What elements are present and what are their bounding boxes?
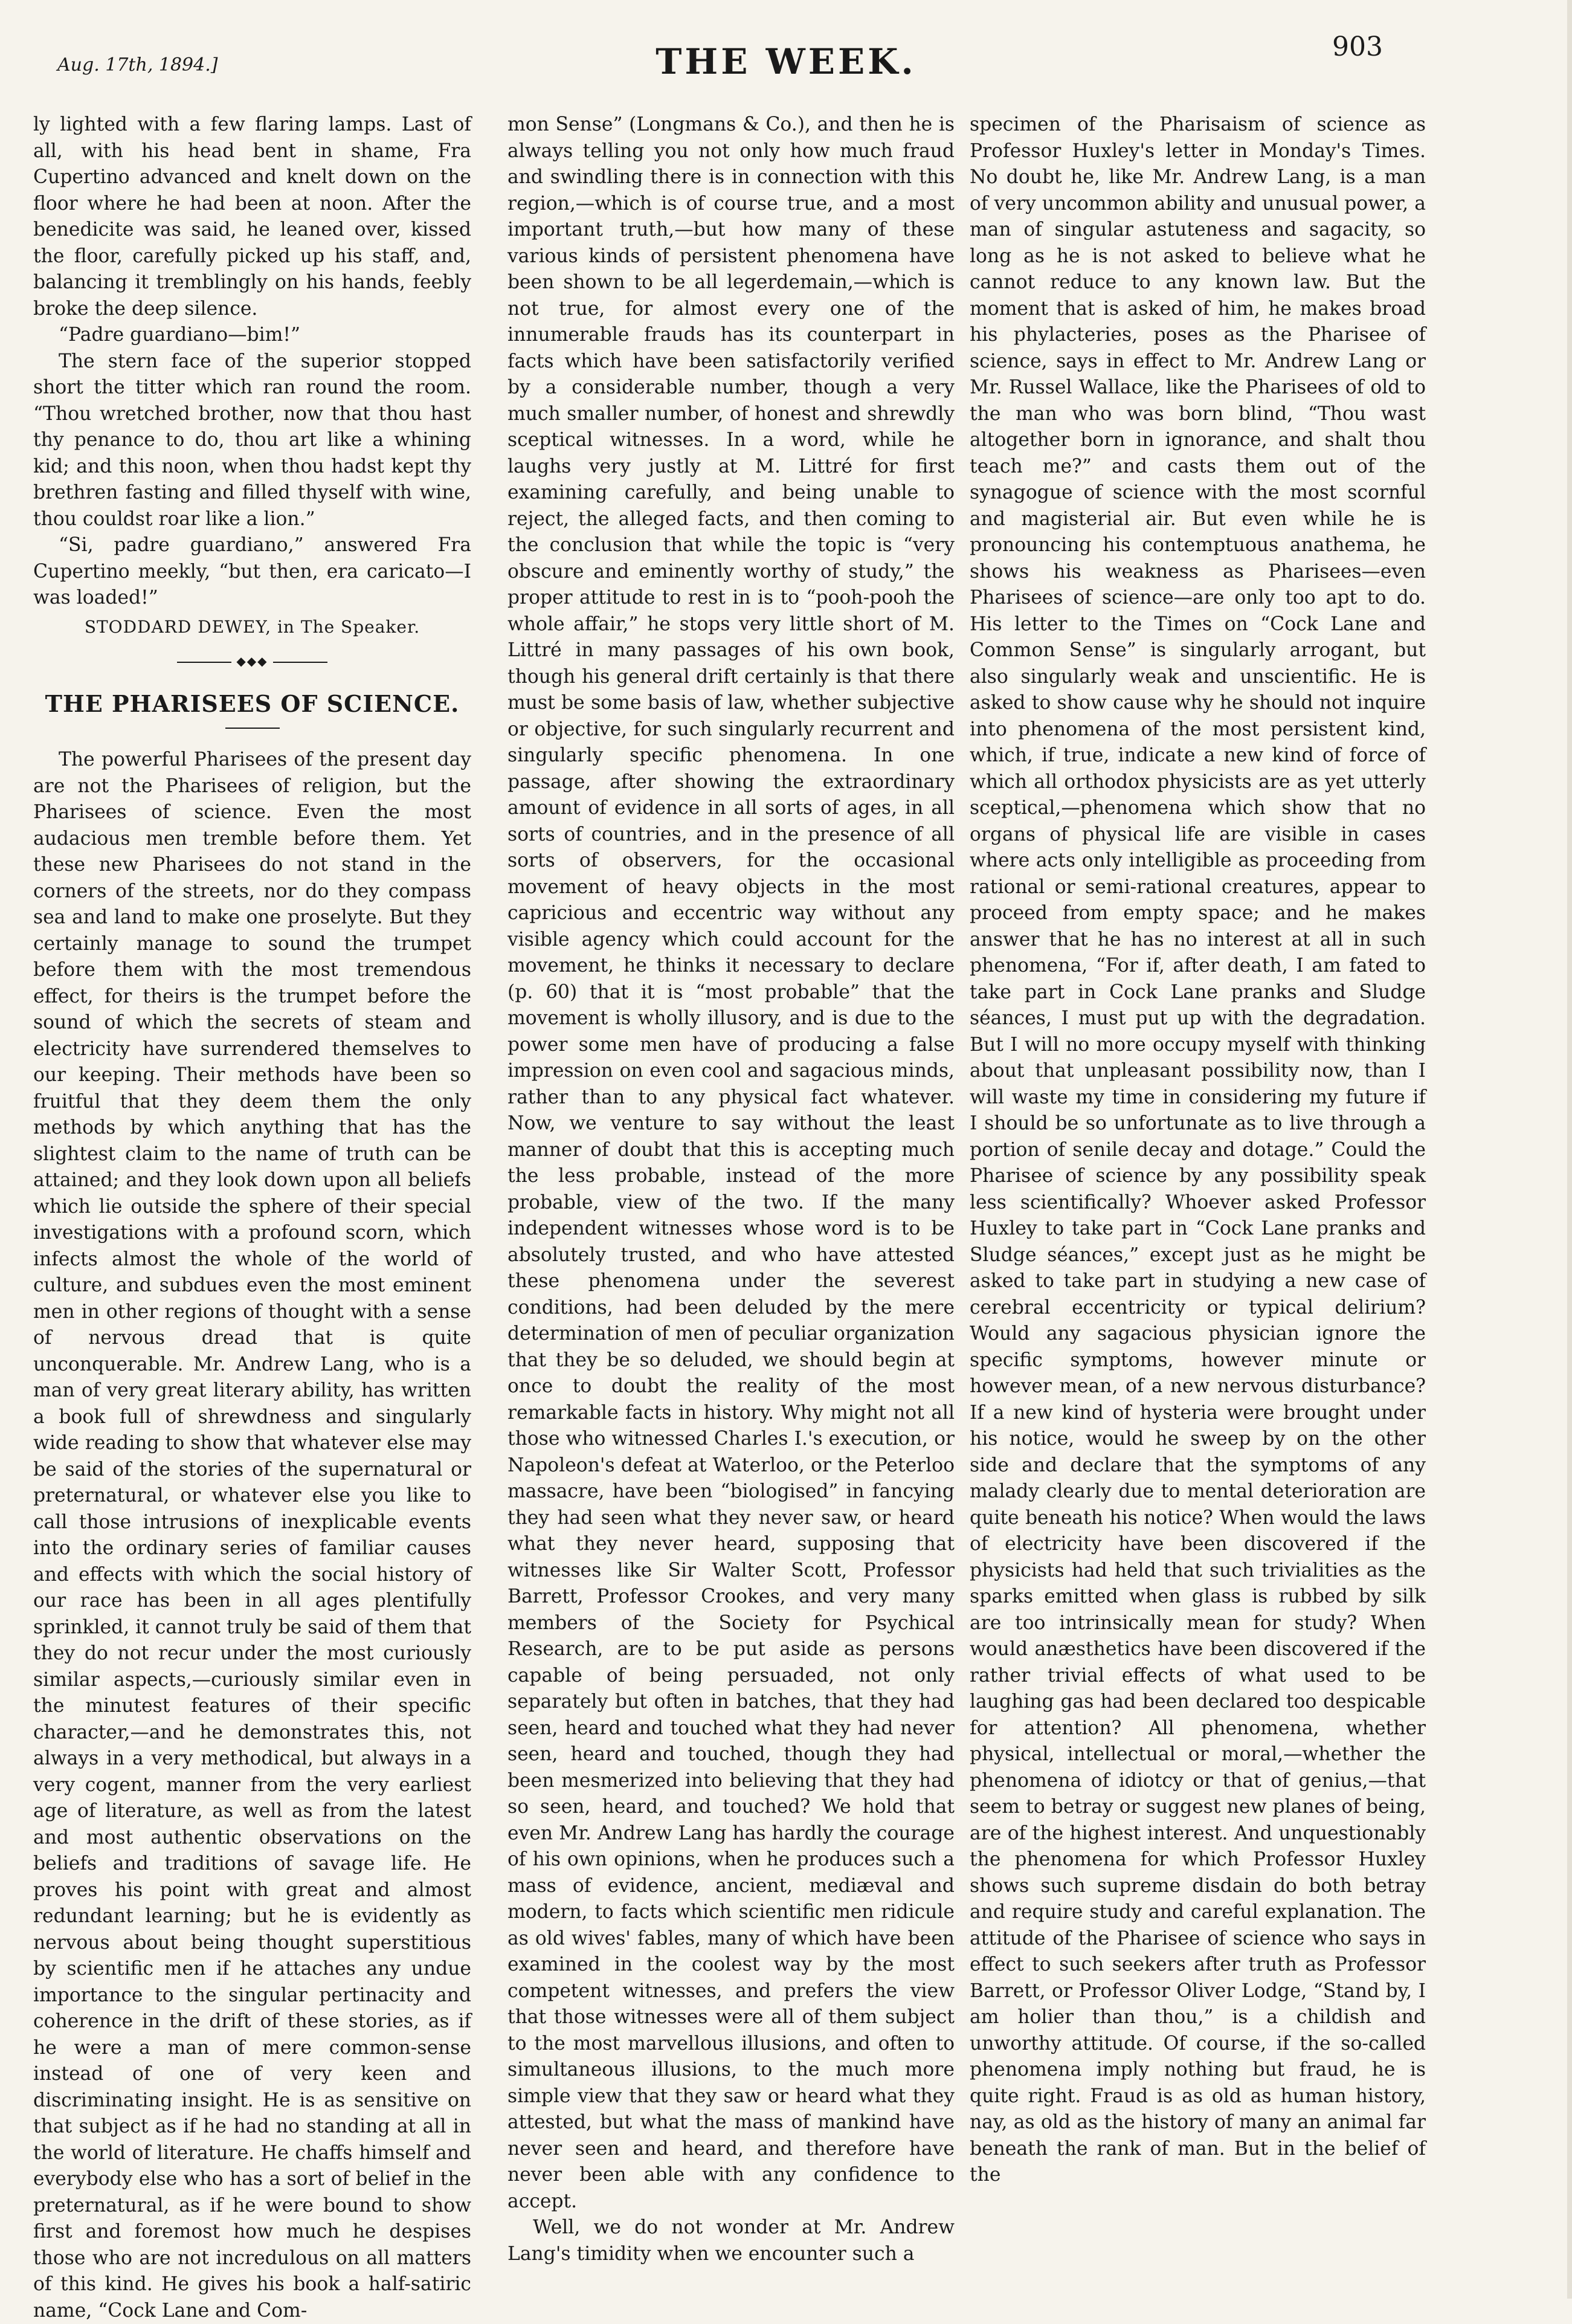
story-signature: STODDARD DEWEY, in The Speaker. bbox=[84, 616, 420, 637]
page-number: 903 bbox=[1332, 31, 1383, 62]
column-middle bbox=[507, 112, 955, 2267]
ornament-rule bbox=[177, 662, 231, 663]
article-paragraph: mon Sense” (Longmans & Co.), and then he is always telling you not only how much fraud and swindling there is in connection with this region,—which is of course true, and a most important truth,—but how many of these various kinds of persistent phenomena have been shown to be all legerdemain,—which is not true, for almost every one of the innumerable frauds has its counterpart in facts which have been satisfactorily verified by a considerable number, though a very much smaller number, of honest and shrewdly sceptical witnesses. In a word, while he laughs very justly at M. Littré for first examining carefully, and being unable to reject, the alleged facts, and then coming to the conclusion that while the topic is “very obscure and eminently worthy of study,” the proper attitude to rest in is to “pooh-pooh the whole affair,” he stops very little short of M. Littré in many passages of his own book, though his general drift certainly is that there must be some basis of law, whether subjective or objective, for such singularly recurrent and singularly specific phenomena. In one passage, after showing the extraordinary amount of evidence in all sorts of ages, in all sorts of countries, and in the presence of all sorts of observers, for the occasional movement of heavy objects in the most capricious and eccentric way without any visible agency which could account for the movement, he thinks it necessary to declare (p. 60) that it is “most probable” that the movement is wholly illusory, and is due to the power some men have of producing a false impression on even cool and sagacious minds, rather than to any physical fact whatever. Now, we venture to say without the least manner of doubt that this is accepting much the less probable, instead of the more probable, view of the two. If the many independent witnesses whose word is to be absolutely trusted, and who have attested these phenomena under the severest conditions, had been deluded by the mere determination of men of peculiar organization that they be so deluded, we should begin at once to doubt the reality of the most remarkable facts in history. Why might not all those who witnessed Charles I.'s execution, or Napoleon's defeat at Waterloo, or the Peterloo massacre, have been “biologised” in fancying they had seen what they never saw, or heard what they never heard, supposing that witnesses like Sir Walter Scott, Professor Barrett, Professor Crookes, and very many members of the Society for Psychical Research, are to be put aside as persons capable of being persuaded, not only separately but often in batches, that they had seen, heard and touched what they had never seen, heard and touched, though they had been mesmerized into believing that they had so seen, heard, and touched? We hold that even Mr. Andrew Lang has hardly the courage of his own opinions, when he produces such a mass of evidence, ancient, mediæval and modern, to facts which scientific men ridicule as old wives' fables, many of which have been examined in the coolest way by the most competent witnesses, and prefers the view that those witnesses were all of them subject to the most marvellous illusions, and often to simultaneous illusions, to the much more simple view that they saw or heard what they attested, but what the mass of mankind have never seen and heard, and therefore have never been able with any confidence to accept. bbox=[507, 114, 955, 2212]
page-header bbox=[0, 0, 1572, 91]
masthead-title: THE WEEK. bbox=[656, 41, 916, 82]
section-ornament bbox=[33, 648, 471, 675]
article-title: THE PHARISEES OF SCIENCE. bbox=[45, 689, 460, 717]
article-paragraph: The powerful Pharisees of the present day are not the Pharisees of religion, but the Pharisees of science. Even the most audacious men tremble before them. Yet these new Pharisees do not stand in the corners of the streets, nor do they compass sea and land to make one proselyte. But they certainly manage to sound the trumpet before them with the most tremendous effect, for theirs is the trumpet before the sound of which the secrets of steam and electricity have surrendered themselves to our keeping. Their methods have been so fruitful that they deem them the only methods by which anything that has the slightest claim to the name of truth can be attained; and they look down upon all beliefs which lie outside the sphere of their special investigations with a profound scorn, which infects almost the whole of the world of culture, and subdues even the most eminent men in other regions of thought with a sense of nervous dread that is quite unconquerable. Mr. Andrew Lang, who is a man of very great literary ability, has written a book full of shrewdness and singularly wide reading to show that whatever else may be said of the stories of the supernatural or preternatural, or whatever else you like to call those intrusions of inexplicable events into the ordinary series of familiar causes and effects with which the social history of our race has been in all ages plentifully sprinkled, it cannot truly be said of them that they do not recur under the most curiously similar aspects,—curiously similar even in the minutest features of their specific character,—and he demonstrates this, not always in a very methodical, but always in a very cogent, manner from the very earliest age of literature, as well as from the latest and most authentic observations on the beliefs and traditions of savage life. He proves his point with great and almost redundant learning; but he is evidently as nervous about being thought superstitious by scientific men if he attaches any undue importance to the singular pertinacity and coherence in the drift of these stories, as if he were a man of mere common-sense instead of one of very keen and discriminating insight. He is as sensitive on that subject as if he had no standing at all in the world of literature. He chaffs himself and everybody else who has a sort of belief in the preternatural, as if he were bound to show first and foremost how much he despises those who are not incredulous on all matters of this kind. He gives his book a half-satiric name, “Cock Lane and Com- bbox=[33, 749, 471, 2322]
column-right bbox=[970, 112, 1426, 2189]
ornament-glyph: ◆◆◆ bbox=[236, 654, 268, 668]
page-edge bbox=[1567, 0, 1572, 2299]
article-paragraph: specimen of the Pharisaism of science as Professor Huxley's letter in Monday's Times. No doubt he, like Mr. Andrew Lang, is a man of very uncommon ability and unusual power, a man of singular astuteness and sagacity, so long as he is not asked to believe what he cannot reduce to any known law. But the moment that is asked of him, he makes broad his phylacteries, poses as the Pharisee of science, says in effect to Mr. Andrew Lang or Mr. Russel Wallace, like the Pharisees of old to the man who was born blind, “Thou wast altogether born in ignorance, and shalt thou teach me?” and casts them out of the synagogue of science with the most scornful and magisterial air. But even while he is pronouncing his contemptuous anathema, he shows his weakness as Pharisees—even Pharisees of science—are only too apt to do. His letter to the Times on “Cock Lane and Common Sense” is singularly arrogant, but also singularly weak and unscientific. He is asked to show cause why he should not inquire into phenomena of the most persistent kind, which, if true, indicate a new kind of force of which all orthodox physicists are as yet utterly sceptical,—phenomena which show that no organs of physical life are visible in cases where acts only intelligible as proceeding from rational or semi-rational creatures, appear to proceed from empty space; and he makes answer that he has no interest at all in such phenomena, “For if, after death, I am fated to take part in Cock Lane pranks and Sludge séances, I must put up with the degradation. But I will no more occupy myself with thinking about that unpleasant possibility now, than I will waste my time in considering my future if I should be so unfortunate as to live through a portion of senile decay and dotage.” Could the Pharisee of science by any possibility speak less scientifically? Whoever asked Professor Huxley to take part in “Cock Lane pranks and Sludge séances,” except just as he might be asked to take part in studying a new case of cerebral eccentricity or typical delirium? Would any sagacious physician ignore the specific symptoms, however minute or however mean, of a new nervous disturbance? If a new kind of hysteria were brought under his notice, would he sweep by on the other side and declare that the symptoms of any malady clearly due to mental deterioration are quite beneath his notice? When would the laws of electricity have been discovered if the physicists had held that such trivialities as the sparks emitted when glass is rubbed by silk are too intrinsically mean for study? When would anæsthetics have been discovered if the rather trivial effects of what used to be laughing gas had been declared too despicable for attention? All phenomena, whether physical, intellectual or moral,—whether the phenomena of idiotcy or that of genius,—that seem to betray or suggest new planes of being, are of the highest interest. And unquestionably the phenomena for which Professor Huxley shows such supreme disdain do both betray and require study and careful explanation. The attitude of the Pharisee of science who says in effect to such seekers after truth as Professor Barrett, or Professor Oliver Lodge, “Stand by, I am holier than thou,” is a childish and unworthy attitude. Of course, if the so-called phenomena imply nothing but fraud, he is quite right. Fraud is as old as human history, nay, as old as the history of many an animal far beneath the rank of man. But in the belief of the bbox=[970, 114, 1426, 2186]
ornament-rule bbox=[273, 662, 327, 663]
title-rule bbox=[225, 728, 280, 729]
story-paragraph: ly lighted with a few flaring lamps. Last of all, with his head bent in shame, Fra Cupertino advanced and knelt down on the floor where he had been at noon. After the benedicite was said, he leaned over, kissed the floor, carefully picked up his staff, and, balancing it tremblingly on his hands, feebly broke the deep silence. bbox=[33, 114, 471, 320]
issue-date: Aug. 17th, 1894.] bbox=[57, 54, 218, 76]
article-paragraph: Well, we do not wonder at Mr. Andrew Lang's timidity when we encounter such a bbox=[507, 2216, 955, 2265]
story-paragraph: “Si, padre guardiano,” answered Fra Cupertino meekly, “but then, era caricato—I was loaded!” bbox=[33, 534, 471, 608]
story-paragraph: “Padre guardiano—bim!” bbox=[59, 324, 301, 346]
column-left bbox=[33, 112, 471, 2324]
story-paragraph: The stern face of the superior stopped short the titter which ran round the room. “Thou wretched brother, now that thou hast thy penance to do, thou art like a whining kid; and this noon, when thou hadst kept thy brethren fasting and filled thyself with wine, thou couldst roar like a lion.” bbox=[33, 350, 471, 530]
